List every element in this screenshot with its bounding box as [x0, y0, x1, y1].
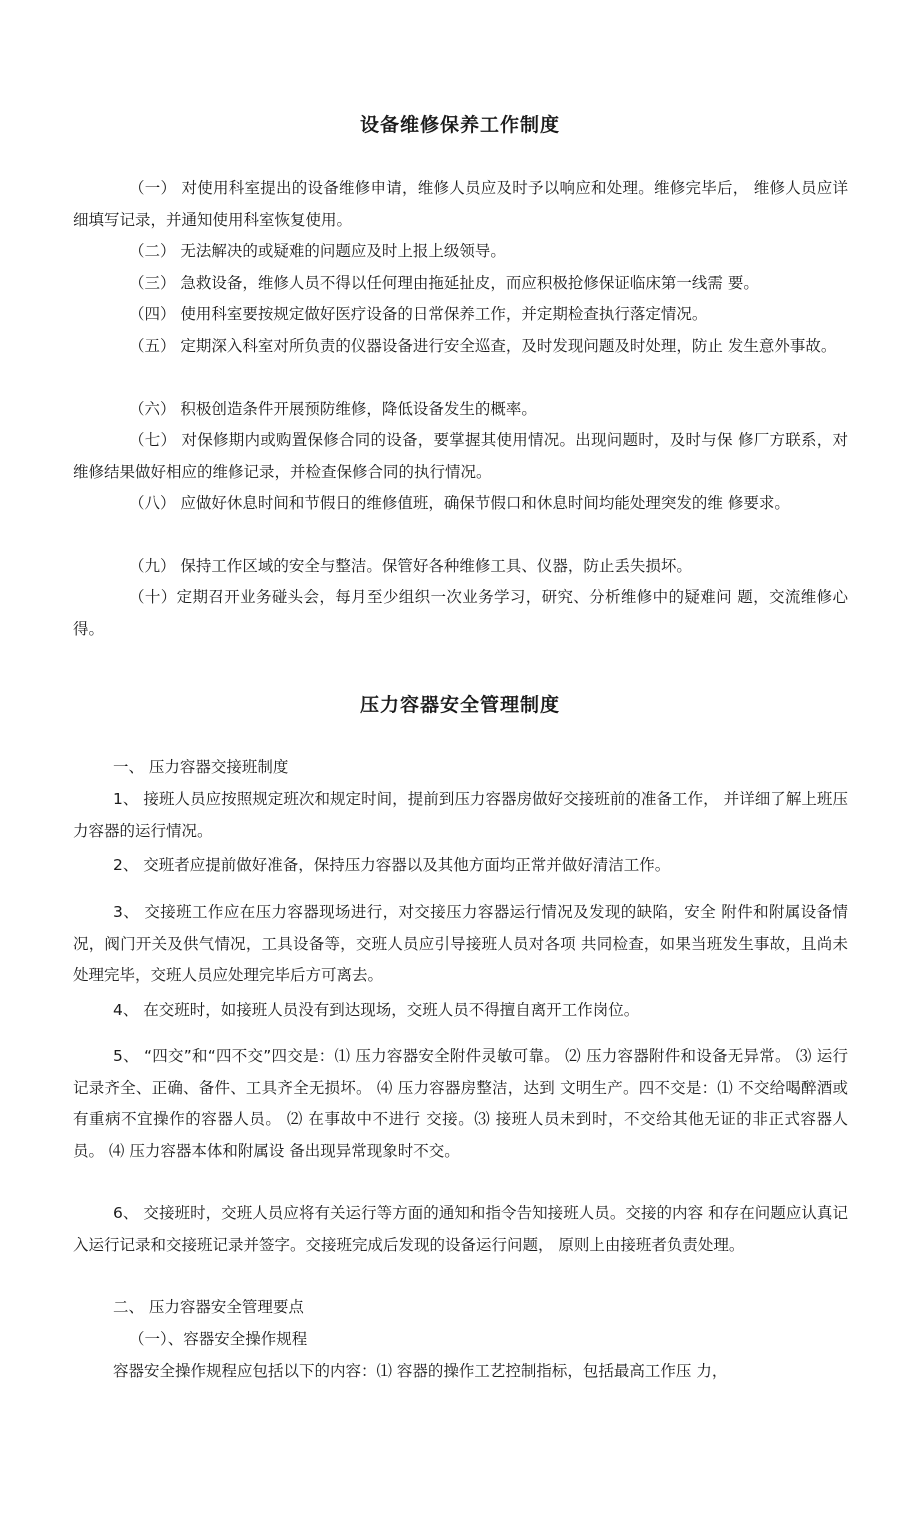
- doc1-paragraph-5: （五） 定期深入科室对所负责的仪器设备进行安全巡查，及时发现问题及时处理，防止 发生意外事故。: [129, 337, 837, 355]
- section2-heading: 二、 压力容器安全管理要点: [113, 1298, 304, 1316]
- item-6: 6、 交接班时，交班人员应将有关运行等方面的通知和指令告知接班人员。交接的内容 和存在问题应认真记入运行记录和交接班记录并签字。交接班完成后发现的设备运行问题， 原则上由接班者负责处理。: [73, 1204, 848, 1254]
- item-2: 2、 交班者应提前做好准备，保持压力容器以及其他方面均正常并做好清洁工作。: [113, 856, 671, 874]
- section1-heading: 一、 压力容器交接班制度: [113, 758, 289, 776]
- doc1-paragraph-2: （二） 无法解决的或疑难的问题应及时上报上级领导。: [129, 242, 506, 260]
- doc2-title: 压力容器安全管理制度: [359, 694, 560, 716]
- item-5: 5、 “四交”和“四不交”四交是：⑴ 压力容器安全附件灵敏可靠。 ⑵ 压力容器附件和设备无异常。 ⑶ 运行记录齐全、正确、备件、工具齐全无损坏。 ⑷ 压力容器房整洁，达到 文明生产。四不交是：⑴ 不交给喝醉酒或有重病不宜操作的容器人员。 ⑵ 在事故中不进行 交接。⑶ 接班人员未到时，不交给其他无证的非正式容器人员。 ⑷ 压力容器本体和附属设 备出现异常现象时不交。: [73, 1047, 848, 1160]
- doc1-paragraph-6: （六） 积极创造条件开展预防维修，降低设备发生的概率。: [129, 400, 537, 418]
- doc1-paragraph-4: （四） 使用科室要按规定做好医疗设备的日常保养工作，并定期检查执行落定情况。: [129, 305, 708, 323]
- doc1-paragraph-3: （三） 急救设备，维修人员不得以任何理由拖延扯皮，而应积极抢修保证临床第一线需 要。: [129, 274, 759, 292]
- doc1-paragraph-1: （一） 对使用科室提出的设备维修申请，维修人员应及时予以响应和处理。维修完毕后， 维修人员应详细填写记录，并通知使用科室恢复使用。: [73, 179, 848, 229]
- doc1-paragraph-7: （七） 对保修期内或购置保修合同的设备，要掌握其使用情况。出现问题时，及时与保 修厂方联系，对维修结果做好相应的维修记录，并检查保修合同的执行情况。: [73, 431, 848, 481]
- item-4: 4、 在交班时，如接班人员没有到达现场，交班人员不得擅自离开工作岗位。: [113, 1001, 640, 1019]
- doc1-paragraph-9: （九） 保持工作区域的安全与整洁。保管好各种维修工具、仪器，防止丢失损坏。: [129, 557, 692, 575]
- doc1-paragraph-10: （十）定期召开业务碰头会，每月至少组织一次业务学习，研究、分析维修中的疑难问 题，交流维修心得。: [73, 588, 848, 638]
- item-3: 3、 交接班工作应在压力容器现场进行，对交接压力容器运行情况及发现的缺陷，安全 附件和附属设备情况，阀门开关及供气情况，工具设备等，交班人员应引导接班人员对各项 共同检查，如果当班发生事故，且尚未处理完毕，交班人员应处理完毕后方可离去。: [73, 903, 848, 984]
- doc1-paragraph-8: （八） 应做好休息时间和节假日的维修值班，确保节假口和休息时间均能处理突发的维 修要求。: [129, 494, 790, 512]
- doc1-title: 设备维修保养工作制度: [359, 114, 560, 136]
- last-paragraph: 容器安全操作规程应包括以下的内容：⑴ 容器的操作工艺控制指标，包括最高工作压 力，: [113, 1362, 728, 1380]
- item-1: 1、 接班人员应按照规定班次和规定时间，提前到压力容器房做好交接班前的准备工作， 并详细了解上班压力容器的运行情况。: [73, 790, 848, 840]
- subsection-heading: （一）、容器安全操作规程: [129, 1330, 308, 1348]
